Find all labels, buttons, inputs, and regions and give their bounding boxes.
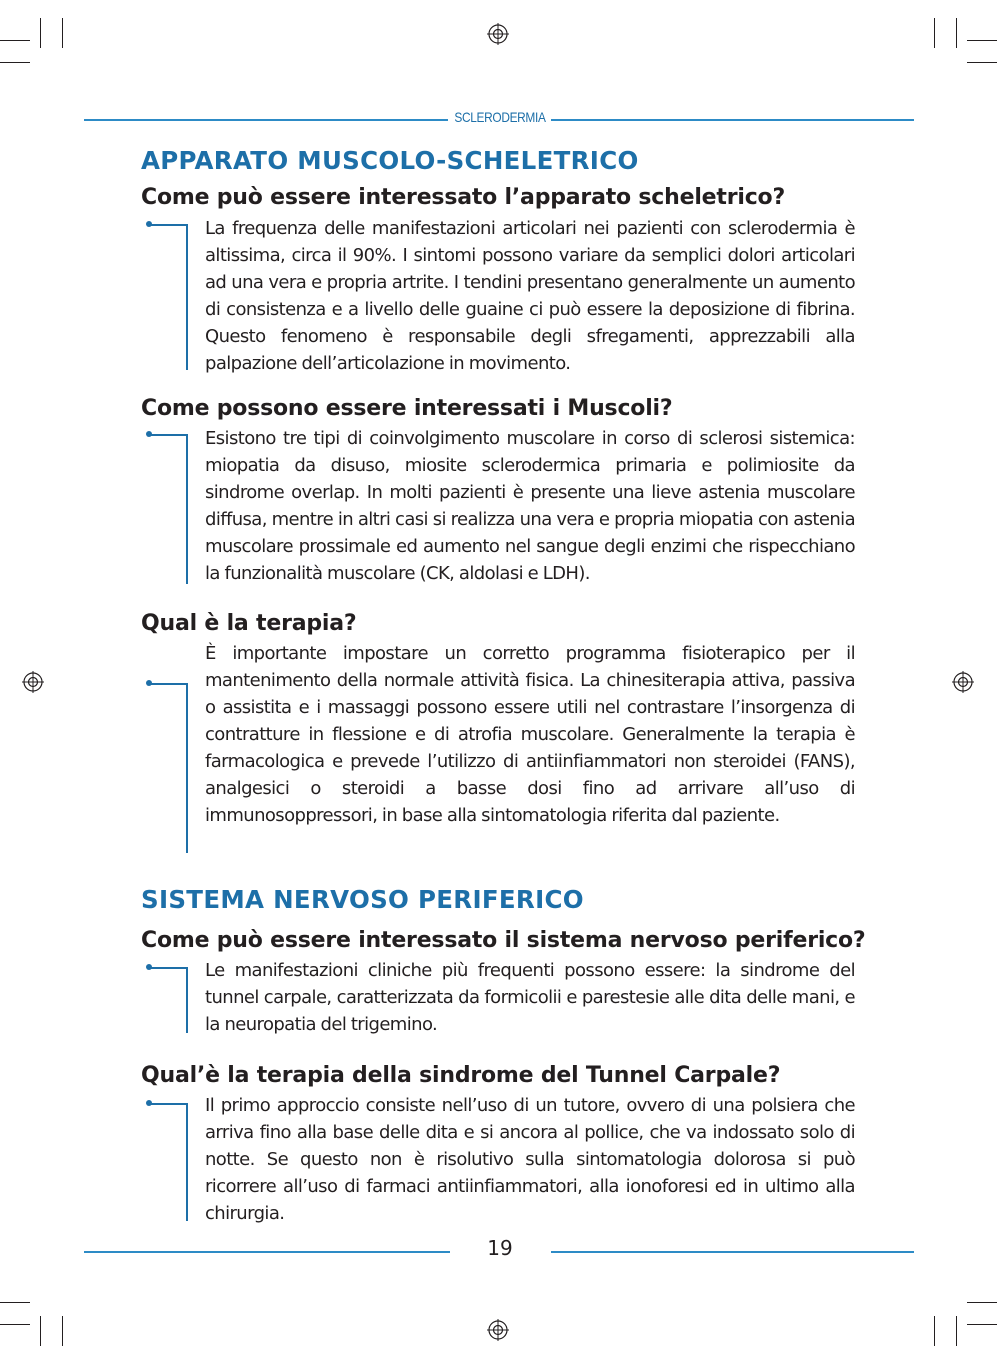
crop-mark	[967, 62, 997, 63]
crop-mark	[0, 40, 30, 41]
page-number: 19	[487, 1236, 513, 1260]
crop-mark	[40, 18, 41, 48]
answer-text: Il primo approccio consiste nell’uso di un tutore, ovvero di una polsiera che arriva fino alla base delle dita e si ancora al pollice, che va indossato solo di notte. Se questo non è risolutivo sulla sintomatologia dolorosa si può ricorrere all’uso di farmaci antiinfiammatori, alla ionoforesi ed in ultimo alla chirurgia.	[205, 1095, 855, 1224]
answer-text: È importante impostare un corretto programma fisioterapico per il mantenimento della normale attività fisica. La chinesiterapia attiva, passiva o assistita e i massaggi possono essere utili nel contrastare l’insorgenza di contratture in flessione e di atrofia muscolare. Generalmente la terapia è farmacologica e prevede l’utilizzo di antiinfiammatori non steroidei (FANS), analgesici o steroidi a basse dosi fino ad arrivare all’uso di immunosoppressori, in base alla sintomatologia riferita dal paziente.	[205, 643, 855, 826]
crop-mark	[967, 1324, 997, 1325]
question-heading: Qual’è la terapia della sindrome del Tunnel Carpale?	[141, 1063, 781, 1088]
answer-bracket	[146, 683, 186, 853]
answer-bracket	[146, 1103, 186, 1221]
crop-mark	[0, 1302, 30, 1303]
crop-mark	[934, 18, 935, 48]
crop-mark	[967, 1302, 997, 1303]
answer-bracket	[146, 434, 186, 584]
crop-mark	[956, 1316, 957, 1346]
section-title: APPARATO MUSCOLO-SCHELETRICO	[141, 146, 639, 175]
registration-mark-icon	[487, 23, 509, 45]
registration-mark-icon	[952, 671, 974, 693]
question-heading: Come può essere interessato l’apparato scheletrico?	[141, 185, 786, 210]
header-rule-left	[84, 119, 448, 121]
answer-text: La frequenza delle manifestazioni articolari nei pazienti con sclerodermia è altissima, circa il 90%. I sintomi possono variare da semplici dolori articolari ad una vera e propria artrite. I tendini presentano generalmente un aumento di consistenza e a livello delle guaine ci può essere la deposizione di fibrina. Questo fenomeno è responsabile degli sfregamenti, apprezzabili alla palpazione dell’articolazione in movimento.	[205, 218, 855, 374]
answer-bracket	[146, 967, 186, 1033]
header-rule-right	[551, 119, 914, 121]
crop-mark	[62, 1316, 63, 1346]
footer-rule-right	[551, 1251, 914, 1253]
footer-rule-left	[84, 1251, 450, 1253]
running-header: SCLERODERMIA	[454, 109, 546, 125]
question-heading: Come può essere interessato il sistema nervoso periferico?	[141, 928, 866, 953]
registration-mark-icon	[22, 671, 44, 693]
crop-mark	[40, 1316, 41, 1346]
question-heading: Qual è la terapia?	[141, 611, 357, 636]
answer-text: Le manifestazioni cliniche più frequenti possono essere: la sindrome del tunnel carpale, caratterizzata da formicolii e parestesie alle dita delle mani, e la neuropatia del trigemino.	[205, 960, 855, 1035]
crop-mark	[0, 62, 30, 63]
registration-mark-icon	[487, 1319, 509, 1341]
answer-bracket	[146, 224, 186, 370]
crop-mark	[934, 1316, 935, 1346]
section-title: SISTEMA NERVOSO PERIFERICO	[141, 885, 584, 914]
crop-mark	[967, 40, 997, 41]
crop-mark	[956, 18, 957, 48]
question-heading: Come possono essere interessati i Muscoli?	[141, 396, 673, 421]
crop-mark	[62, 18, 63, 48]
crop-mark	[0, 1324, 30, 1325]
answer-text: Esistono tre tipi di coinvolgimento muscolare in corso di sclerosi sistemica: miopatia da disuso, miosite sclerodermica primaria e polimiosite da sindrome overlap. In molti pazienti è presente una lieve astenia muscolare diffusa, mentre in altri casi si realizza una vera e propria miopatia con astenia muscolare prossimale ed aumento nel sangue degli enzimi che rispecchiano la funzionalità muscolare (CK, aldolasi e LDH).	[205, 428, 855, 584]
